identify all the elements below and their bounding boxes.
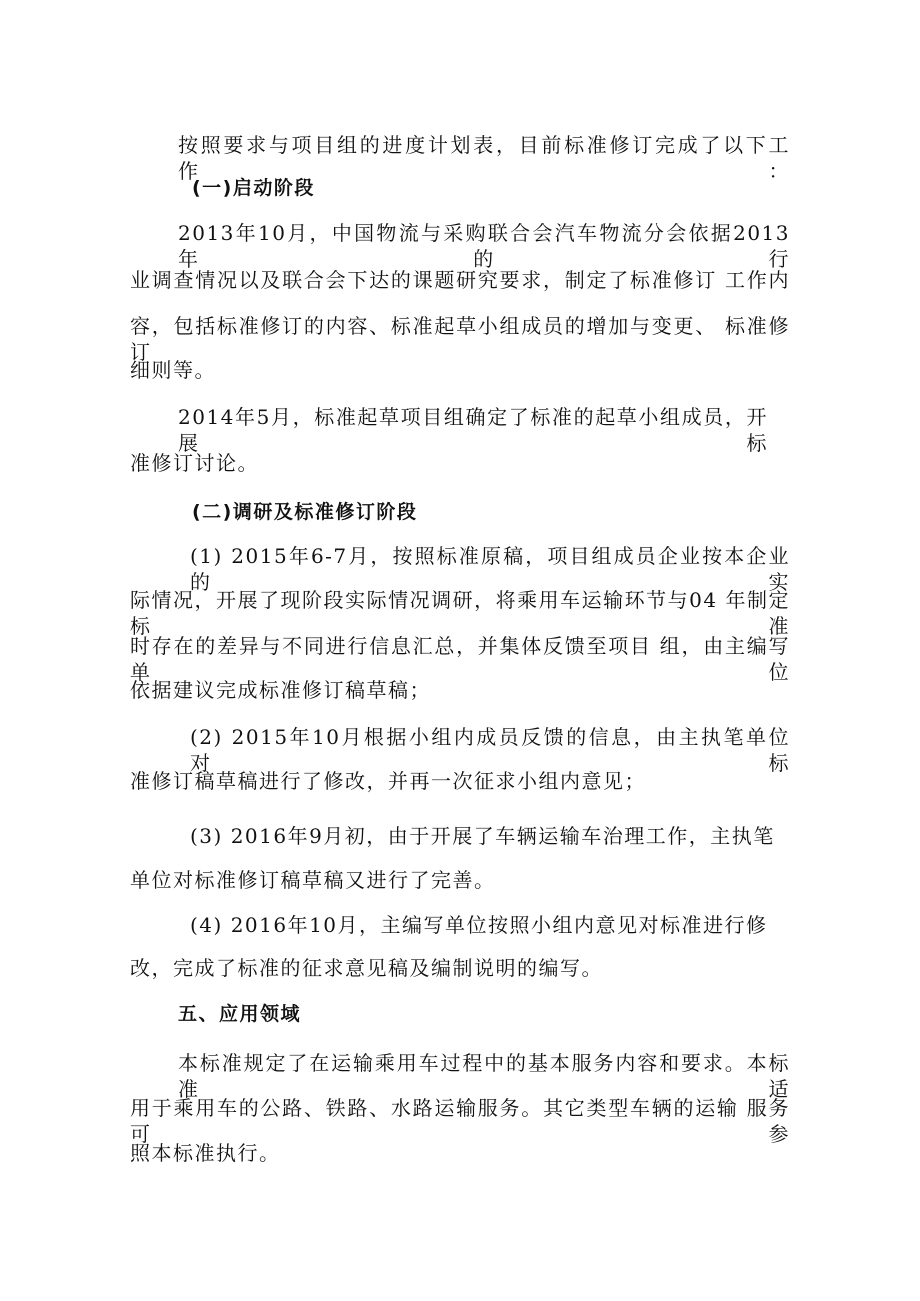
list-item-line: 准修订稿草稿进行了修改，并再一次征求小组内意见； <box>130 769 646 793</box>
paragraph-line: 2014年5月，标准起草项目组确定了标准的起草小组成员，开 展标 <box>178 405 768 455</box>
section-heading-research: (二)调研及标准修订阶段 <box>192 501 418 523</box>
paragraph-line: 准修订讨论。 <box>130 451 259 475</box>
list-item-line: 改，完成了标准的征求意见稿及编制说明的编写。 <box>130 956 603 980</box>
list-item-line: (4) 2016年10月，主编写单位按照小组内意见对标准进行修 <box>190 913 768 937</box>
section-heading-application: 五、应用领域 <box>178 1003 302 1025</box>
list-item-line: 时存在的差异与不同进行信息汇总，并集体反馈至项目 组，由主编写单位 <box>130 634 790 684</box>
list-item-line: (2) 2015年10月根据小组内成员反馈的信息，由主执笔单位 对标 <box>190 725 790 775</box>
list-item-line: 依据建议完成标准修订稿草稿； <box>130 678 431 702</box>
list-item-line: (3) 2016年9月初，由于开展了车辆运输车治理工作，主执笔 <box>190 824 775 848</box>
list-item-line: (1) 2015年6-7月，按照标准原稿，项目组成员企业按本企业 的实 <box>190 544 790 594</box>
intro-paragraph: 按照要求与项目组的进度计划表，目前标准修订完成了以下工 作： <box>178 133 790 183</box>
paragraph-line: 用于乘用车的公路、铁路、水路运输服务。其它类型车辆的运输 服务可参 <box>130 1096 790 1146</box>
paragraph-line: 细则等。 <box>130 358 216 382</box>
paragraph-line: 本标准规定了在运输乘用车过程中的基本服务内容和要求。本标 准适 <box>178 1051 790 1101</box>
paragraph-line: 业调查情况以及联合会下达的课题研究要求，制定了标准修订 工作内 <box>130 268 790 292</box>
section-heading-startup: (一)启动阶段 <box>192 177 315 199</box>
paragraph-line: 2013年10月，中国物流与采购联合会汽车物流分会依据2013 年的行 <box>178 221 790 271</box>
paragraph-line: 容，包括标准修订的内容、标准起草小组成员的增加与变更、 标准修订 <box>130 314 790 364</box>
paragraph-line: 照本标准执行。 <box>130 1141 281 1165</box>
list-item-line: 单位对标准修订稿草稿又进行了完善。 <box>130 868 496 892</box>
list-item-line: 际情况，开展了现阶段实际情况调研，将乘用车运输环节与04 年制定标准 <box>130 588 790 638</box>
